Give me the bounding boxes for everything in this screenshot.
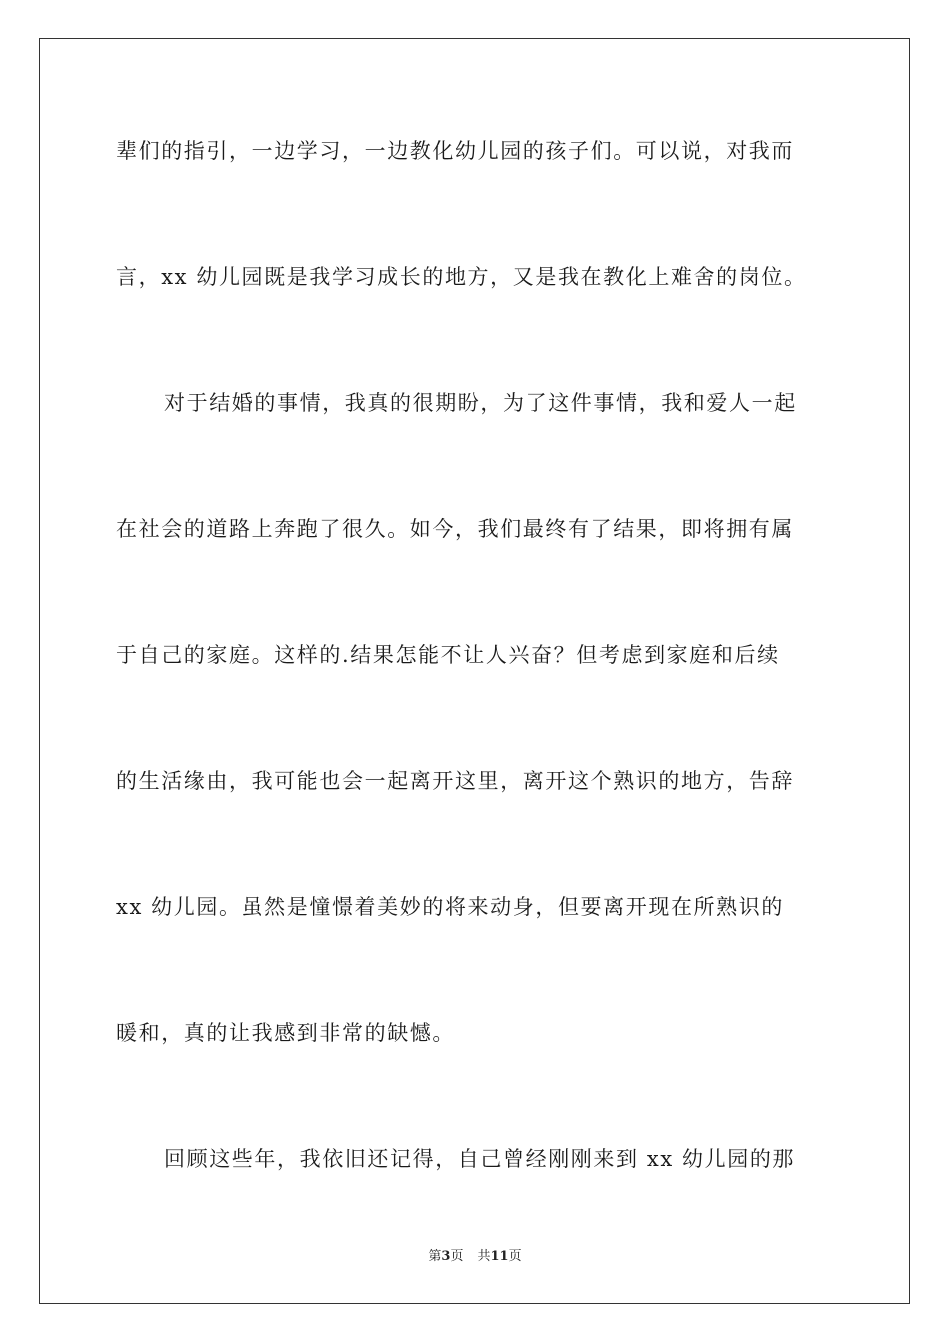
text-line-7: xx 幼儿园。虽然是憧憬着美妙的将来动身，但要离开现在所熟识的 [116,895,784,919]
page-footer [0,1245,950,1264]
page-total: 11 [490,1249,509,1264]
page-current: 3 [441,1249,451,1264]
text-line-5: 于自己的家庭。这样的.结果怎能不让人兴奋？但考虑到家庭和后续 [116,643,780,667]
text-line-8: 暖和，真的让我感到非常的缺憾。 [116,1021,455,1045]
page-prefix: 第 [428,1249,442,1264]
text-line-1: 辈们的指引，一边学习，一边教化幼儿园的孩子们。可以说，对我而 [116,139,794,163]
text-line-2: 言，xx 幼儿园既是我学习成长的地方，又是我在教化上难舍的岗位。 [116,265,807,289]
text-line-3: 对于结婚的事情，我真的很期盼，为了这件事情，我和爱人一起 [164,391,797,415]
text-line-6: 的生活缘由，我可能也会一起离开这里，离开这个熟识的地方，告辞 [116,769,794,793]
text-line-4: 在社会的道路上奔跑了很久。如今，我们最终有了结果，即将拥有属 [116,517,794,541]
page-unit: 页 [450,1249,464,1264]
total-prefix: 共 [477,1249,491,1264]
text-line-9: 回顾这些年，我依旧还记得，自己曾经刚刚来到 xx 幼儿园的那 [164,1147,796,1171]
total-unit: 页 [508,1249,522,1264]
document-body [116,124,836,1258]
